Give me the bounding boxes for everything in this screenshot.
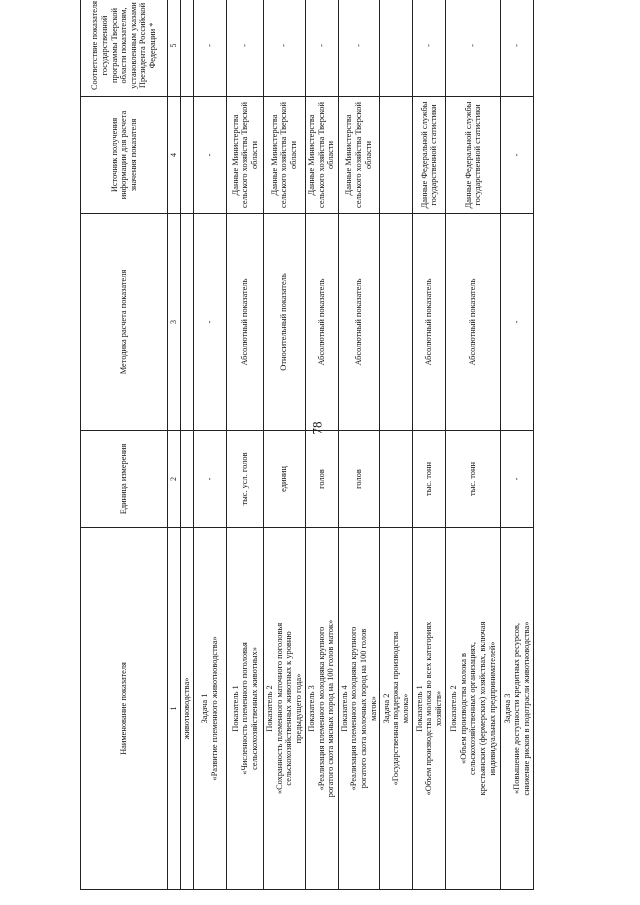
indicator-name-cell — [264, 528, 306, 890]
unit-cell: голов — [338, 431, 380, 528]
name-line: хозяйств» — [434, 690, 444, 727]
match-cell: - — [501, 0, 534, 97]
indicator-name-cell — [194, 528, 227, 890]
column-number: 4 — [168, 97, 181, 214]
source-cell: Данные Министерства сельского хозяйства Тверской области — [305, 97, 338, 214]
column-number: 2 — [168, 431, 181, 528]
rotated-table-container — [80, 0, 580, 890]
match-cell — [181, 0, 194, 97]
match-cell: - — [446, 0, 501, 97]
indicator-name-cell — [181, 528, 194, 890]
name-line: молока» — [401, 693, 411, 724]
source-cell: - — [194, 97, 227, 214]
indicator-name-cell — [305, 528, 338, 890]
name-line: «Повышение доступности кредитных ресурсов, — [512, 622, 522, 795]
table-row — [194, 0, 227, 890]
method-cell: Абсолютный показатель — [338, 214, 380, 431]
name-line: индивидуальных предпринимателей» — [487, 641, 497, 776]
unit-cell: единиц — [264, 431, 306, 528]
name-line: «Сохранность племенного маточного поголовья — [274, 622, 284, 795]
name-line: Задача 2 — [381, 693, 391, 724]
source-cell — [380, 97, 413, 214]
source-cell: Данные Федеральной службы государственной статистики — [413, 97, 446, 214]
indicator-name-cell — [413, 528, 446, 890]
match-cell: - — [413, 0, 446, 97]
table-row — [380, 0, 413, 890]
method-cell — [380, 214, 413, 431]
unit-cell: тыс. тонн — [413, 431, 446, 528]
name-line: Показатель 3 — [307, 685, 317, 732]
source-cell: Данные Министерства сельского хозяйства Тверской области — [227, 97, 264, 214]
table-wrapper — [80, 0, 580, 890]
indicator-name-cell — [227, 528, 264, 890]
indicators-table — [80, 0, 534, 890]
table-row — [227, 0, 264, 890]
source-cell: Данные Федеральной службы государственной статистики — [446, 97, 501, 214]
name-line: Показатель 1 — [230, 685, 240, 732]
header-unit: Единица измерения — [81, 431, 168, 528]
match-cell: - — [305, 0, 338, 97]
unit-cell: голов — [305, 431, 338, 528]
method-cell: Абсолютный показатель — [446, 214, 501, 431]
name-line: «Объем производства молока в — [458, 653, 468, 764]
table-row — [446, 0, 501, 890]
name-line: «Численность племенного поголовья — [240, 642, 250, 775]
column-number: 3 — [168, 214, 181, 431]
name-line: Показатель 4 — [339, 685, 349, 732]
header-source: Источник получения информации для расчета значения показателя — [81, 97, 168, 214]
match-cell: - — [264, 0, 306, 97]
table-row — [305, 0, 338, 890]
name-line: Показатель 1 — [414, 685, 424, 732]
name-line: рогатого скота молочных пород на 100 голов — [358, 628, 368, 789]
method-cell: Абсолютный показатель — [305, 214, 338, 431]
indicator-name-cell — [338, 528, 380, 890]
name-line: животноводства» — [182, 677, 192, 740]
header-method: Методика расчета показателя — [81, 214, 168, 431]
unit-cell — [380, 431, 413, 528]
indicator-name-cell — [446, 528, 501, 890]
name-line: крестьянских (фермерских) хозяйствах, включая — [478, 621, 488, 796]
match-cell: - — [227, 0, 264, 97]
name-line: маток» — [368, 696, 378, 721]
indicator-name-cell — [501, 528, 534, 890]
unit-cell: - — [501, 431, 534, 528]
method-cell: Относительный показатель — [264, 214, 306, 431]
table-row — [413, 0, 446, 890]
match-cell — [380, 0, 413, 97]
method-cell: - — [501, 214, 534, 431]
table-row — [338, 0, 380, 890]
name-line: предыдущего года» — [293, 673, 303, 744]
name-line: «Государственная поддержка производства — [391, 631, 401, 786]
column-number-row — [168, 0, 181, 890]
name-line: сельскохозяйственных животных к уровню — [284, 631, 294, 786]
name-line: «Развитие племенного животноводства» — [210, 636, 219, 781]
name-line: Задача 1 — [200, 693, 210, 724]
unit-cell: тыс. тонн — [446, 431, 501, 528]
match-cell: - — [194, 0, 227, 97]
method-cell: Абсолютный показатель — [227, 214, 264, 431]
indicator-name-cell — [380, 528, 413, 890]
match-cell: - — [338, 0, 380, 97]
column-number: 5 — [168, 0, 181, 97]
name-line: «Реализация племенного молодняка крупного — [349, 626, 359, 791]
source-cell: Данные Министерства сельского хозяйства Тверской области — [338, 97, 380, 214]
name-line: Задача 3 — [502, 693, 512, 724]
header-presidential-match: Соответствие показателя государственной программы Тверской области показателям, установленным указами Президента Российской Федерации * — [81, 0, 168, 97]
header-row — [81, 0, 168, 890]
method-cell — [181, 214, 194, 431]
header-indicator-name: Наименование показателя — [81, 528, 168, 890]
table-row — [181, 0, 194, 890]
name-line: снижение рисков в подотрасли животноводства» — [522, 621, 532, 796]
name-line: «Реализация племенного молодняка крупного — [316, 626, 326, 791]
name-line: Показатель 2 — [449, 685, 459, 732]
source-cell — [181, 97, 194, 214]
unit-cell: - — [194, 431, 227, 528]
table-row — [501, 0, 534, 890]
method-cell: - — [194, 214, 227, 431]
name-line: Показатель 2 — [265, 685, 274, 732]
page-number: 78 — [309, 421, 325, 435]
name-line: «Объем производства молока во всех категориях — [424, 621, 434, 796]
unit-cell: тыс. усл. голов — [227, 431, 264, 528]
unit-cell — [181, 431, 194, 528]
method-cell: Абсолютный показатель — [413, 214, 446, 431]
name-line: рогатого скота мясных пород на 100 голов маток» — [326, 619, 336, 798]
source-cell: Данные Министерства сельского хозяйства Тверской области — [264, 97, 306, 214]
name-line: сельскохозяйственных организациях, — [468, 641, 478, 776]
source-cell: - — [501, 97, 534, 214]
name-line: сельскохозяйственных животных» — [249, 647, 259, 770]
column-number: 1 — [168, 528, 181, 890]
table-row — [264, 0, 306, 890]
